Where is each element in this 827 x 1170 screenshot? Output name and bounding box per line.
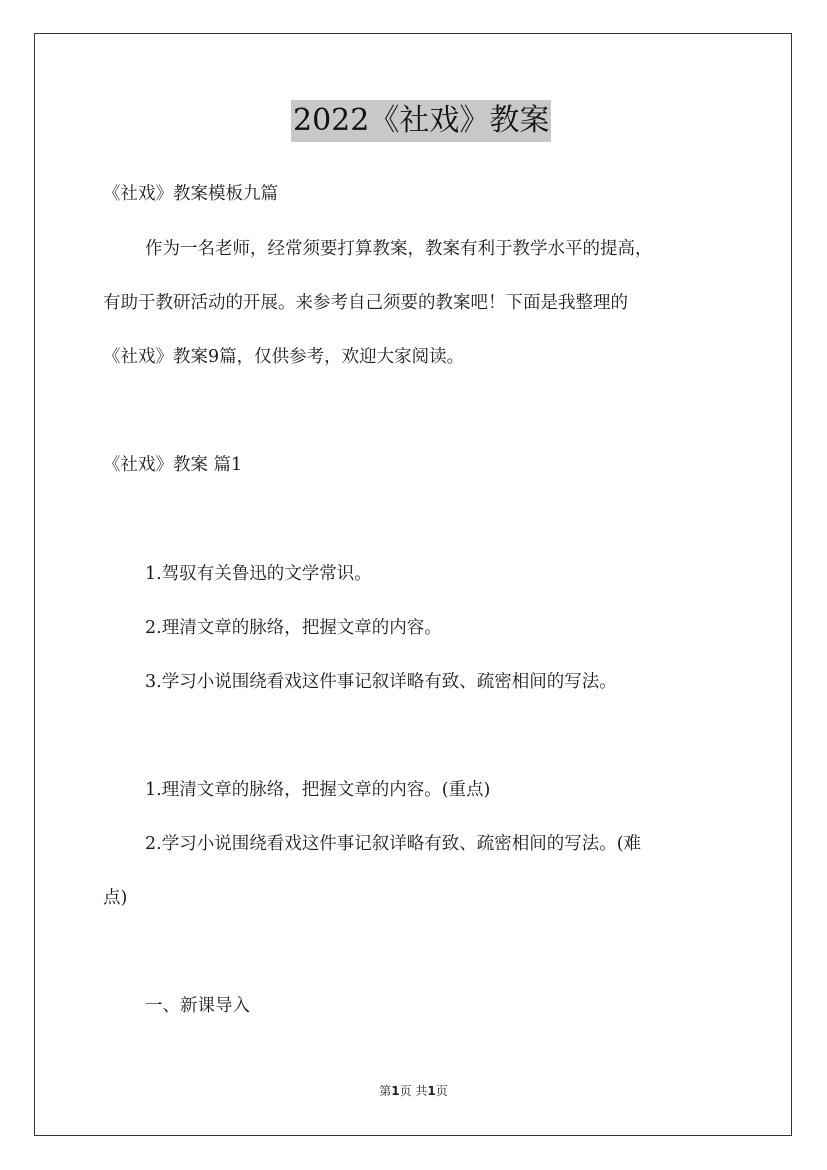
objective-item: 1.驾驭有关鲁迅的文学常识。	[145, 564, 372, 584]
footer-page-current: 1	[391, 1084, 400, 1098]
footer-page-total: 1	[427, 1084, 436, 1098]
key-point-item: 2.学习小说围绕看戏这件事记叙详略有致、疏密相间的写法。(难	[145, 834, 642, 854]
document-title: 2022《社戏》教案	[291, 100, 551, 142]
key-point-item: 1.理清文章的脉络，把握文章的内容。(重点)	[145, 780, 491, 800]
intro-line-2: 有助于教研活动的开展。来参考自己须要的教案吧！下面是我整理的	[103, 293, 628, 313]
intro-line-1: 作为一名老师，经常须要打算教案，教案有利于教学水平的提高，	[145, 239, 653, 259]
section-heading: 《社戏》教案 篇1	[103, 455, 243, 475]
objective-item: 2.理清文章的脉络，把握文章的内容。	[145, 618, 442, 638]
key-point-item-continuation: 点)	[103, 888, 128, 908]
footer-page-prefix: 第	[379, 1084, 392, 1098]
intro-line-3: 《社戏》教案9篇，仅供参考，欢迎大家阅读。	[103, 347, 465, 367]
objective-item: 3.学习小说围绕看戏这件事记叙详略有致、疏密相间的写法。	[145, 672, 617, 692]
step-heading: 一、新课导入	[145, 996, 250, 1016]
footer-page-mid: 页 共	[399, 1084, 428, 1098]
footer-page-suffix: 页	[435, 1084, 448, 1098]
page-footer	[0, 1083, 827, 1099]
document-subtitle: 《社戏》教案模板九篇	[103, 184, 278, 204]
